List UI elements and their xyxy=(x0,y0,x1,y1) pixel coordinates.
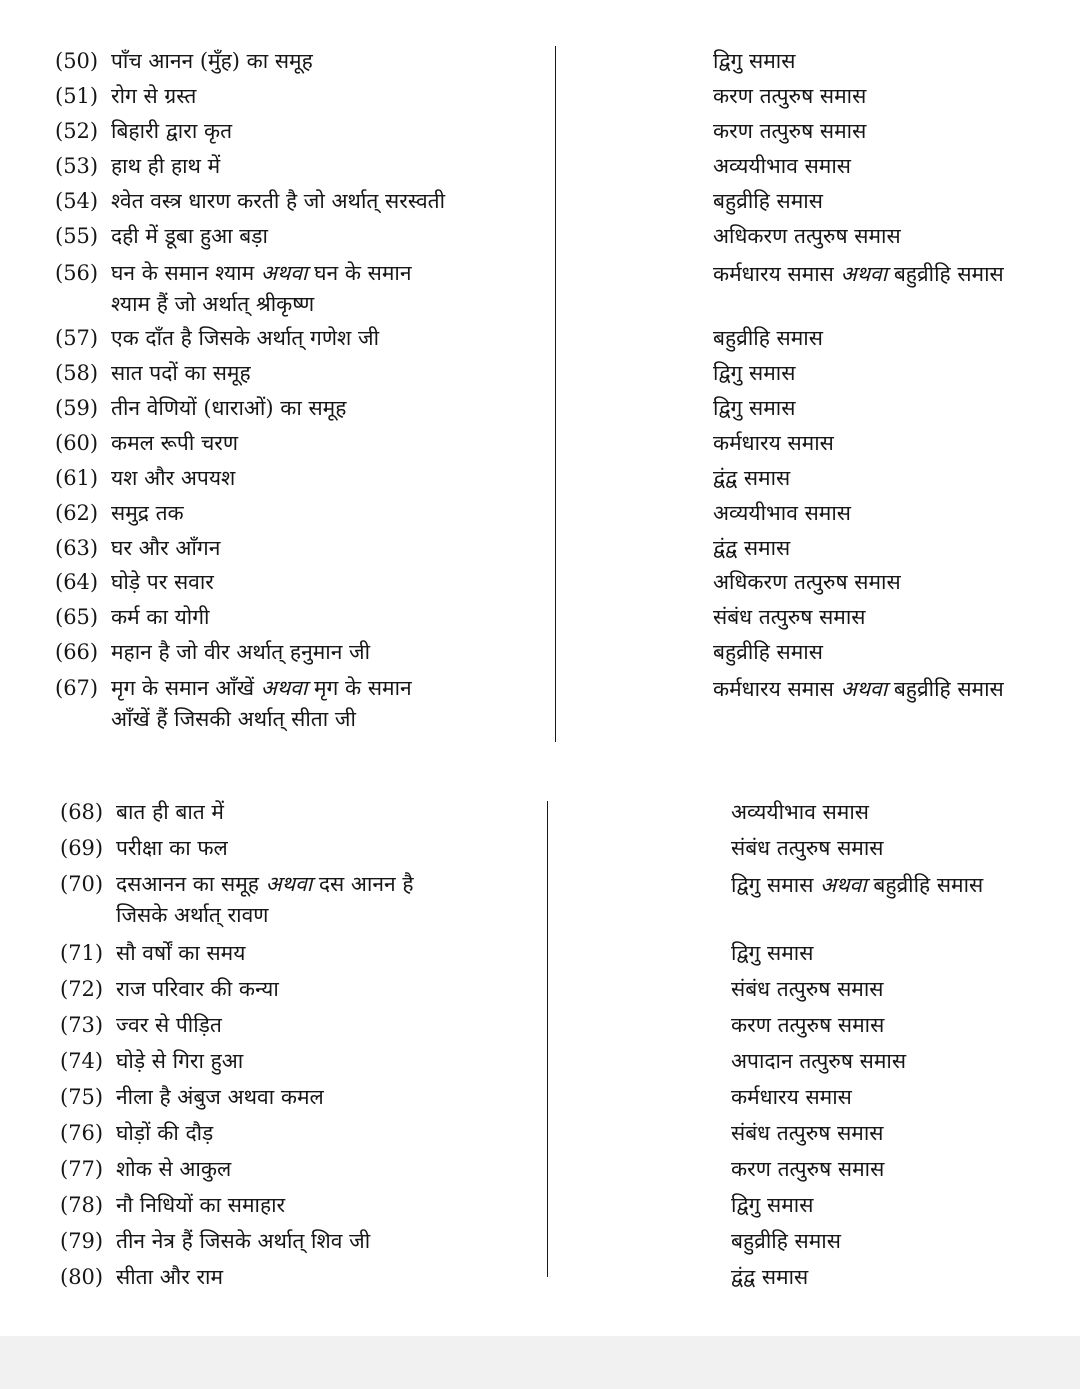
samas-type: बहुव्रीहि समास xyxy=(713,640,823,664)
item-number: (65) xyxy=(55,605,99,629)
item-number: (50) xyxy=(55,49,99,73)
item-number: (67) xyxy=(55,676,99,700)
samas-type: संबंध तत्पुरुष समास xyxy=(731,977,884,1001)
samas-type: बहुव्रीहि समास xyxy=(713,189,823,213)
item-number: (73) xyxy=(60,1013,104,1037)
item-phrase-line: घोड़ों की दौड़ xyxy=(116,1121,214,1145)
item-phrase-line: कर्म का योगी xyxy=(111,605,210,629)
item-phrase-line: राज परिवार की कन्या xyxy=(116,977,279,1001)
item-phrase-line: बिहारी द्वारा कृत xyxy=(111,119,233,143)
item-phrase-line: एक दाँत है जिसके अर्थात् गणेश जी xyxy=(111,326,380,350)
column-divider xyxy=(547,801,548,1277)
samas-type: बहुव्रीहि समास xyxy=(731,1229,841,1253)
viewer-bottom-bar xyxy=(0,1336,1080,1389)
samas-type: संबंध तत्पुरुष समास xyxy=(713,605,866,629)
item-number: (79) xyxy=(60,1229,104,1253)
item-number: (80) xyxy=(60,1265,104,1289)
samas-type: द्विगु समास xyxy=(731,1193,814,1217)
item-number: (76) xyxy=(60,1121,104,1145)
samas-type: अपादान तत्पुरुष समास xyxy=(731,1049,907,1073)
samas-type: करण तत्पुरुष समास xyxy=(731,1013,885,1037)
item-phrase-line: दही में डूबा हुआ बड़ा xyxy=(111,224,268,248)
item-number: (57) xyxy=(55,326,99,350)
item-phrase-line: शोक से आकुल xyxy=(116,1157,232,1181)
item-number: (56) xyxy=(55,261,99,285)
item-phrase-line: जिसके अर्थात् रावण xyxy=(116,903,269,927)
item-phrase-line: यश और अपयश xyxy=(111,466,236,490)
item-phrase-line: महान है जो वीर अर्थात् हनुमान जी xyxy=(111,640,371,664)
item-phrase-line: घोड़े पर सवार xyxy=(111,570,214,594)
item-number: (77) xyxy=(60,1157,104,1181)
item-number: (51) xyxy=(55,84,99,108)
item-number: (52) xyxy=(55,119,99,143)
samas-type: अव्ययीभाव समास xyxy=(713,154,851,178)
item-phrase-line: सौ वर्षों का समय xyxy=(116,941,246,965)
item-phrase-line: आँखें हैं जिसकी अर्थात् सीता जी xyxy=(111,707,356,731)
samas-type: द्विगु समास xyxy=(713,396,796,420)
item-phrase-line: ज्वर से पीड़ित xyxy=(116,1013,222,1037)
item-number: (53) xyxy=(55,154,99,178)
samas-type: बहुव्रीहि समास xyxy=(713,326,823,350)
item-phrase-line: मृग के समान आँखें अथवा मृग के समान xyxy=(111,676,412,700)
item-phrase-line: पाँच आनन (मुँह) का समूह xyxy=(111,49,313,73)
item-number: (72) xyxy=(60,977,104,1001)
item-number: (54) xyxy=(55,189,99,213)
item-phrase-line: सात पदों का समूह xyxy=(111,361,251,385)
item-phrase-line: घर और आँगन xyxy=(111,536,221,560)
item-number: (64) xyxy=(55,570,99,594)
item-number: (58) xyxy=(55,361,99,385)
item-phrase-line: कमल रूपी चरण xyxy=(111,431,239,455)
item-number: (63) xyxy=(55,536,99,560)
item-number: (74) xyxy=(60,1049,104,1073)
item-phrase-line: नीला है अंबुज अथवा कमल xyxy=(116,1085,324,1109)
item-phrase-line: समुद्र तक xyxy=(111,501,184,525)
item-number: (71) xyxy=(60,941,104,965)
item-number: (55) xyxy=(55,224,99,248)
samas-type: करण तत्पुरुष समास xyxy=(731,1157,885,1181)
item-phrase-line: सीता और राम xyxy=(116,1265,224,1289)
samas-type: द्विगु समास xyxy=(731,941,814,965)
samas-type: अव्ययीभाव समास xyxy=(731,800,869,824)
samas-type: कर्मधारय समास xyxy=(731,1085,852,1109)
samas-type: करण तत्पुरुष समास xyxy=(713,84,867,108)
item-phrase-line: परीक्षा का फल xyxy=(116,836,228,860)
item-number: (68) xyxy=(60,800,104,824)
item-number: (61) xyxy=(55,466,99,490)
item-phrase-line: घन के समान श्याम अथवा घन के समान xyxy=(111,261,412,285)
samas-type: अव्ययीभाव समास xyxy=(713,501,851,525)
item-number: (78) xyxy=(60,1193,104,1217)
item-phrase-line: श्याम हैं जो अर्थात् श्रीकृष्ण xyxy=(111,292,315,316)
item-phrase-line: दसआनन का समूह अथवा दस आनन है xyxy=(116,872,414,896)
item-phrase-line: रोग से ग्रस्त xyxy=(111,84,197,108)
item-number: (60) xyxy=(55,431,99,455)
item-phrase-line: घोड़े से गिरा हुआ xyxy=(116,1049,244,1073)
item-phrase-line: श्वेत वस्त्र धारण करती है जो अर्थात् सरस्वती xyxy=(111,189,446,213)
item-number: (62) xyxy=(55,501,99,525)
samas-type: करण तत्पुरुष समास xyxy=(713,119,867,143)
samas-type: अधिकरण तत्पुरुष समास xyxy=(713,224,901,248)
samas-type: द्विगु समास अथवा बहुव्रीहि समास xyxy=(731,873,984,897)
column-divider xyxy=(555,46,556,742)
samas-type: द्वंद्व समास xyxy=(731,1265,809,1289)
samas-type: कर्मधारय समास xyxy=(713,431,834,455)
samas-type: द्विगु समास xyxy=(713,49,796,73)
item-number: (66) xyxy=(55,640,99,664)
samas-type: अधिकरण तत्पुरुष समास xyxy=(713,570,901,594)
item-phrase-line: हाथ ही हाथ में xyxy=(111,154,221,178)
item-number: (70) xyxy=(60,872,104,896)
item-number: (69) xyxy=(60,836,104,860)
item-phrase-line: तीन वेणियों (धाराओं) का समूह xyxy=(111,396,347,420)
samas-type: द्वंद्व समास xyxy=(713,536,791,560)
item-phrase-line: नौ निधियों का समाहार xyxy=(116,1193,286,1217)
samas-type: कर्मधारय समास अथवा बहुव्रीहि समास xyxy=(713,262,1004,286)
samas-type: संबंध तत्पुरुष समास xyxy=(731,1121,884,1145)
samas-type: संबंध तत्पुरुष समास xyxy=(731,836,884,860)
item-phrase-line: तीन नेत्र हैं जिसके अर्थात् शिव जी xyxy=(116,1229,371,1253)
item-number: (75) xyxy=(60,1085,104,1109)
samas-type: कर्मधारय समास अथवा बहुव्रीहि समास xyxy=(713,677,1004,701)
samas-type: द्विगु समास xyxy=(713,361,796,385)
samas-type: द्वंद्व समास xyxy=(713,466,791,490)
item-number: (59) xyxy=(55,396,99,420)
item-phrase-line: बात ही बात में xyxy=(116,800,224,824)
